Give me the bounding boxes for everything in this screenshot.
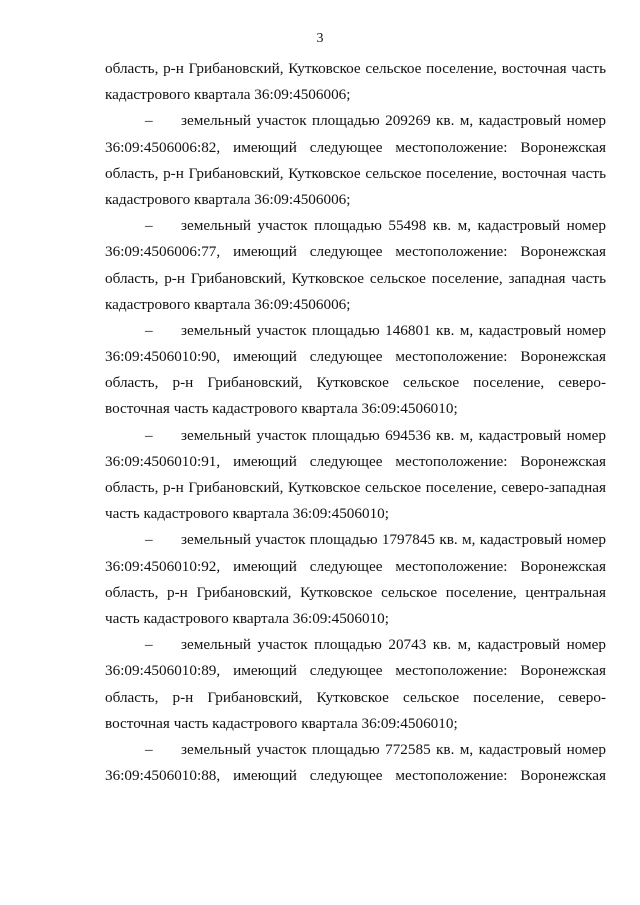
list-item-first-line: [105, 213, 606, 239]
text-line: часть кадастрового квартала 36:09:4506010;: [105, 609, 389, 627]
dash-marker: –: [145, 531, 153, 549]
text-line: 36:09:4506010:90, имеющий следующее местоположение: Воронежская: [105, 348, 606, 366]
text-line: область, р-н Грибановский, Кутковское сельское поселение, северо-: [105, 688, 606, 706]
text-line: 36:09:4506010:91, имеющий следующее местоположение: Воронежская: [105, 452, 606, 470]
text-line: восточная часть кадастрового квартала 36:09:4506010;: [105, 714, 458, 732]
page-number: 3: [316, 31, 324, 46]
text-line: земельный участок площадью 20743 кв. м, кадастровый номер: [181, 636, 606, 654]
text-line: 36:09:4506006:77, имеющий следующее местоположение: Воронежская: [105, 243, 606, 261]
list-item-first-line: [105, 737, 606, 763]
dash-marker: –: [145, 217, 153, 235]
text-line: земельный участок площадью 146801 кв. м, кадастровый номер: [181, 321, 606, 339]
dash-marker: –: [145, 112, 153, 130]
text-line: 36:09:4506006:82, имеющий следующее местоположение: Воронежская: [105, 138, 606, 156]
list-item-first-line: [105, 423, 606, 449]
text-line: часть кадастрового квартала 36:09:4506010;: [105, 505, 389, 523]
text-line: кадастрового квартала 36:09:4506006;: [105, 190, 351, 208]
text-line: кадастрового квартала 36:09:4506006;: [105, 86, 351, 104]
text-line: земельный участок площадью 209269 кв. м, кадастровый номер: [181, 112, 606, 130]
dash-marker: –: [145, 636, 153, 654]
text-line: 36:09:4506010:88, имеющий следующее местоположение: Воронежская: [105, 767, 606, 785]
text-line: земельный участок площадью 694536 кв. м, кадастровый номер: [181, 426, 606, 444]
text-line: кадастрового квартала 36:09:4506006;: [105, 295, 351, 313]
document-body: [105, 56, 606, 789]
text-line: 36:09:4506010:89, имеющий следующее местоположение: Воронежская: [105, 662, 606, 680]
list-item-first-line: [105, 527, 606, 553]
dash-marker: –: [145, 740, 153, 758]
text-line: область, р-н Грибановский, Кутковское сельское поселение, северо-: [105, 374, 606, 392]
text-line: земельный участок площадью 772585 кв. м, кадастровый номер: [181, 740, 606, 758]
text-line: область, р-н Грибановский, Кутковское сельское поселение, северо-западная: [105, 479, 606, 496]
list-item-first-line: [105, 632, 606, 658]
text-line: область, р-н Грибановский, Кутковское сельское поселение, восточная часть: [105, 60, 606, 77]
text-line: область, р-н Грибановский, Кутковское сельское поселение, восточная часть: [105, 164, 606, 182]
dash-marker: –: [145, 321, 153, 339]
text-line: область, р-н Грибановский, Кутковское сельское поселение, западная часть: [105, 269, 606, 287]
text-line: земельный участок площадью 55498 кв. м, кадастровый номер: [181, 217, 606, 235]
list-item-first-line: [105, 318, 606, 344]
text-line: область, р-н Грибановский, Кутковское сельское поселение, центральная: [105, 583, 606, 601]
text-line: 36:09:4506010:92, имеющий следующее местоположение: Воронежская: [105, 557, 606, 575]
text-line: восточная часть кадастрового квартала 36:09:4506010;: [105, 400, 458, 418]
text-line: земельный участок площадью 1797845 кв. м, кадастровый номер: [181, 531, 606, 549]
list-item-first-line: [105, 108, 606, 134]
dash-marker: –: [145, 426, 153, 444]
